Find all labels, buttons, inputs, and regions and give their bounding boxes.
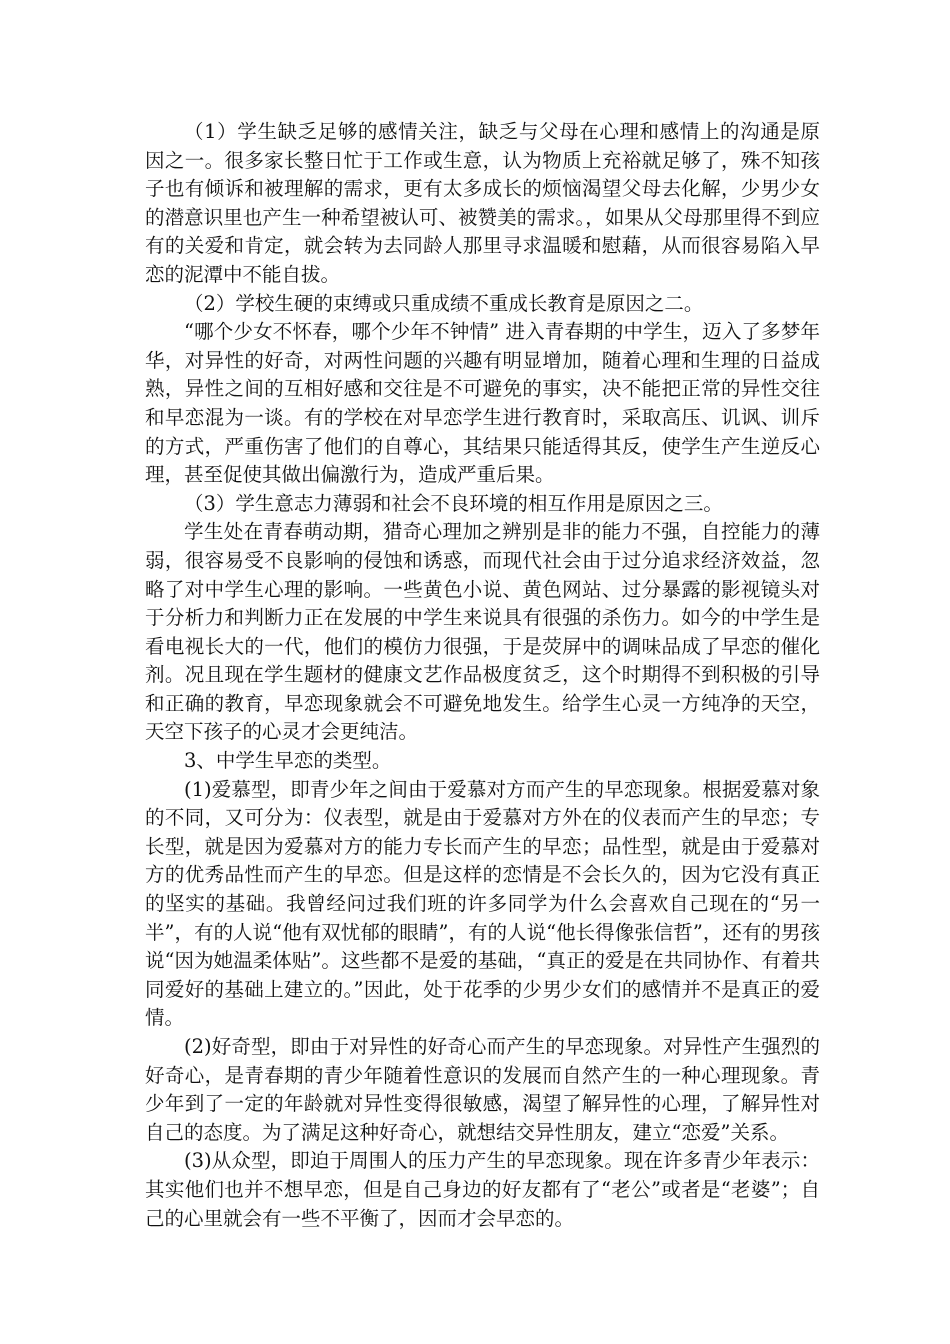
paragraph-cause-3-heading: （3）学生意志力薄弱和社会不良环境的相互作用是原因之三。 [184, 491, 723, 515]
paragraph-type-conformity: (3)从众型，即迫于周围人的压力产生的早恋现象。现在许多青少年表示：其实他们也并不想早恋，但是自己身边的好友都有了“老公”或者是“老婆”；自己的心里就会有一些不平衡了，因而才会早恋的。 [145, 1149, 820, 1230]
paragraph-cause-2-heading: （2）学校生硬的束缚或只重成绩不重成长教育是原因之二。 [184, 291, 704, 315]
paragraph-cause-2-body: “哪个少女不怀春，哪个少年不钟情” 进入青春期的中学生，迈入了多梦年华，对异性的好奇，对两性问题的兴趣有明显增加，随着心理和生理的日益成熟，异性之间的互相好感和交往是不可避免的事实，决不能把正常的异性交往和早恋混为一谈。有的学校在对早恋学生进行教育时，采取高压、讥讽、训斥的方式，严重伤害了他们的自尊心，其结果只能适得其反，使学生产生逆反心理，甚至促使其做出偏激行为，造成严重后果。 [145, 320, 820, 487]
paragraph-cause-1: （1）学生缺乏足够的感情关注，缺乏与父母在心理和感情上的沟通是原因之一。很多家长整日忙于工作或生意，认为物质上充裕就足够了，殊不知孩子也有倾诉和被理解的需求，更有太多成长的烦恼渴望父母去化解，少男少女的潜意识里也产生一种希望被认可、被赞美的需求。，如果从父母那里得不到应有的关爱和肯定，就会转为去同龄人那里寻求温暖和慰藉，从而很容易陷入早恋的泥潭中不能自拔。 [145, 120, 820, 286]
section-heading-types: 3、中学生早恋的类型。 [184, 749, 392, 773]
paragraph-type-admiration: (1)爱慕型，即青少年之间由于爱慕对方而产生的早恋现象。根据爱慕对象的不同，又可分为：仪表型，就是由于爱慕对方外在的仪表而产生的早恋；专长型，就是因为爱慕对方的能力专长而产生的早恋；品性型，就是由于爱慕对方的优秀品性而产生的早恋。但是这样的恋情是不会长久的，因为它没有真正的坚实的基础。我曾经问过我们班的许多同学为什么会喜欢自己现在的“另一半”，有的人说“他有双忧郁的眼睛”，有的人说“他长得像张信哲”，还有的男孩说“因为她温柔体贴”。这些都不是爱的基础，“真正的爱是在共同协作、有着共同爱好的基础上建立的。”因此，处于花季的少男少女们的感情并不是真正的爱情。 [145, 777, 820, 1030]
document-page [145, 118, 820, 1233]
paragraph-cause-3-body: 学生处在青春萌动期，猎奇心理加之辨别是非的能力不强，自控能力的薄弱，很容易受不良影响的侵蚀和诱惑，而现代社会由于过分追求经济效益，忽略了对中学生心理的影响。一些黄色小说、黄色网站、过分暴露的影视镜头对于分析力和判断力正在发展的中学生来说具有很强的杀伤力。如今的中学生是看电视长大的一代，他们的模仿力很强，于是荧屏中的调味品成了早恋的催化剂。况且现在学生题材的健康文艺作品极度贫乏，这个时期得不到积极的引导和正确的教育，早恋现象就会不可避免地发生。给学生心灵一方纯净的天空，天空下孩子的心灵才会更纯洁。 [145, 520, 820, 744]
paragraph-type-curiosity: (2)好奇型，即由于对异性的好奇心而产生的早恋现象。对异性产生强烈的好奇心，是青春期的青少年随着性意识的发展而自然产生的一种心理现象。青少年到了一定的年龄就对异性变得很敏感，渴望了解异性的心理，了解异性对自己的态度。为了满足这种好奇心，就想结交异性朋友，建立“恋爱”关系。 [145, 1035, 820, 1144]
